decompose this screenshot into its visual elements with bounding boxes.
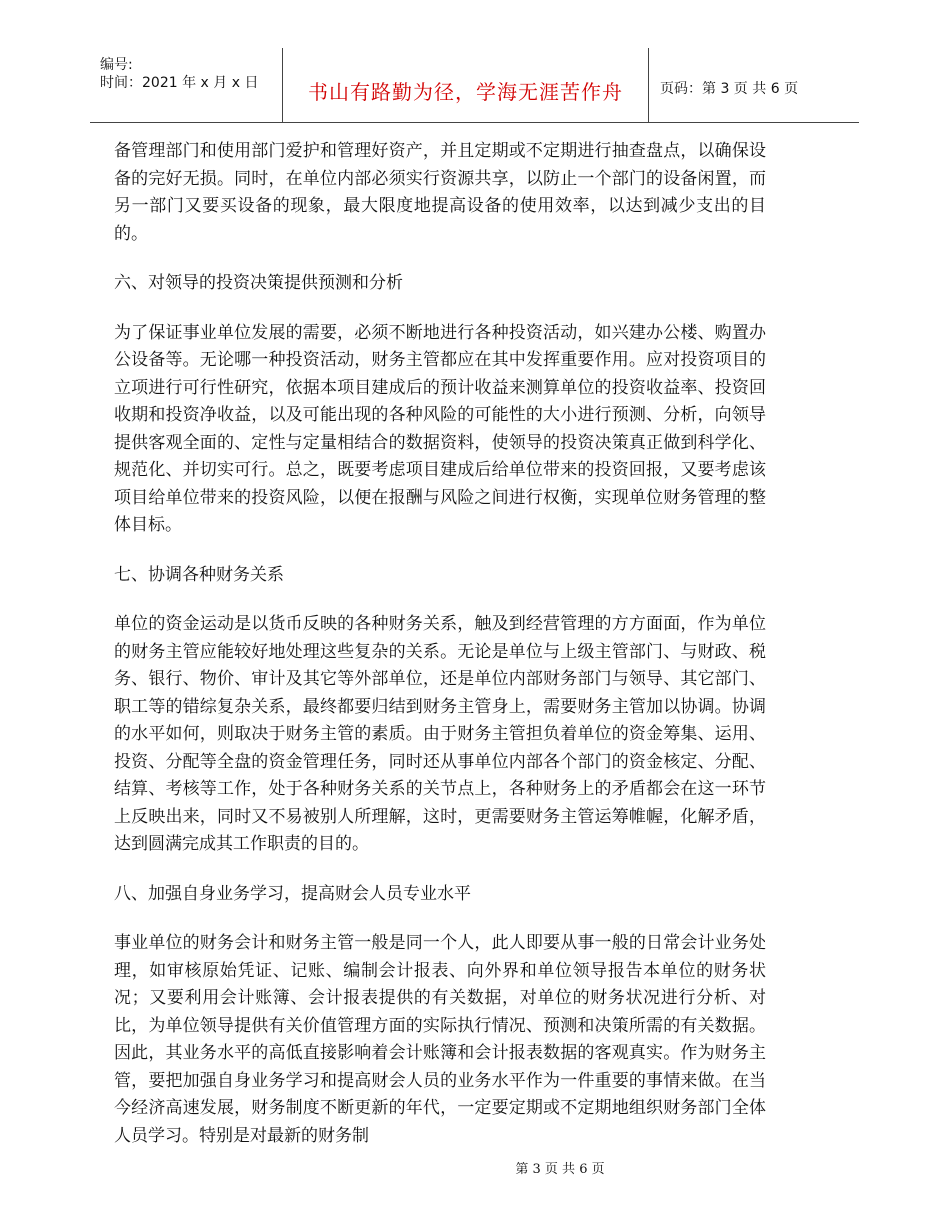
body-paragraph: 备管理部门和使用部门爱护和管理好资产，并且定期或不定期进行抽查盘点，以确保设备的完好无损。同时，在单位内部必须实行资源共享，以防止一个部门的设备闲置，而另一部门又要买设备的现象，最大限度地提高设备的使用效率，以达到减少支出的目的。 <box>114 141 766 244</box>
header-meta <box>100 56 280 92</box>
body-paragraph: 单位的资金运动是以货币反映的各种财务关系，触及到经营管理的方方面面，作为单位的财务主管应能较好地处理这些复杂的关系。无论是单位与上级主管部门、与财政、税务、银行、物价、审计及其它等外部单位，还是单位内部财务部门与领导、其它部门、职工等的错综复杂关系，最终都要归结到财务主管身上，需要财务主管加以协调。协调的水平如何，则取决于财务主管的素质。由于财务主管担负着单位的资金筹集、运用、投资、分配等全盘的资金管理任务，同时还从事单位内部各个部门的资金核定、分配、结算、考核等工作，处于各种财务关系的关节点上，各种财务上的矛盾都会在这一环节上反映出来，同时又不易被别人所理解，这时，更需要财务主管运筹帷幄，化解矛盾，达到圆满完成其工作职责的目的。 <box>114 614 766 854</box>
section-heading: 六、对领导的投资决策提供预测和分析 <box>114 273 403 293</box>
header-divider-right <box>648 48 649 122</box>
section-heading: 七、协调各种财务关系 <box>114 564 284 585</box>
document-time-label: 时间：2021 年 x 月 x 日 <box>100 75 259 91</box>
header-page-info: 页码：第 3 页 共 6 页 <box>660 81 799 97</box>
document-number-label: 编号: <box>100 57 133 73</box>
body-paragraph: 为了保证事业单位发展的需要，必须不断地进行各种投资活动，如兴建办公楼、购置办公设备等。无论哪一种投资活动，财务主管都应在其中发挥重要作用。应对投资项目的立项进行可行性研究，依据本项目建成后的预计收益来测算单位的投资收益率、投资回收期和投资净收益，以及可能出现的各种风险的可能性的大小进行预测、分析，向领导提供客观全面的、定性与定量相结合的数据资料，使领导的投资决策真正做到科学化、规范化、并切实可行。总之，既要考虑项目建成后给单位带来的投资回报，又要考虑该项目给单位带来的投资风险，以便在报酬与风险之间进行权衡，实现单位财务管理的整体目标。 <box>114 322 766 535</box>
page-header <box>90 48 859 123</box>
document-body <box>114 138 766 1172</box>
section-heading: 八、加强自身业务学习，提高财会人员专业水平 <box>114 883 471 904</box>
page-footer: 第 3 页 共 6 页 <box>515 1162 605 1177</box>
header-motto: 书山有路勤为径，学海无涯苦作舟 <box>308 80 623 104</box>
body-paragraph: 事业单位的财务会计和财务主管一般是同一个人，此人即要从事一般的日常会计业务处理，如审核原始凭证、记账、编制会计报表、向外界和单位领导报告本单位的财务状况；又要利用会计账簿、会计报表提供的有关数据，对单位的财务状况进行分析、对比，为单位领导提供有关价值管理方面的实际执行情况、预测和决策所需的有关数据。因此，其业务水平的高低直接影响着会计账簿和会计报表数据的客观真实。作为财务主管，要把加强自身业务学习和提高财会人员的业务水平作为一件重要的事情来做。在当今经济高速发展，财务制度不断更新的年代，一定要定期或不定期地组织财务部门全体人员学习。特别是对最新的财务制 <box>114 933 766 1146</box>
